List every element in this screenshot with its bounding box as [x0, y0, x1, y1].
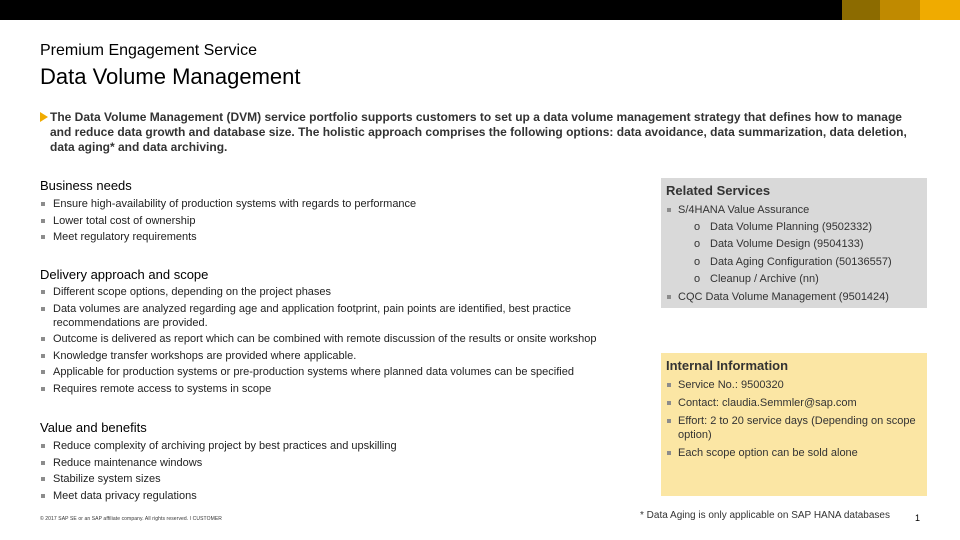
triangle-arrow-icon [40, 112, 48, 122]
related-services-list [666, 203, 922, 304]
internal-info-heading: Internal Information [666, 358, 789, 373]
brand-bar-segment-1 [842, 0, 880, 20]
list-item: Lower total cost of ownership [40, 214, 660, 228]
top-brand-bar [0, 0, 960, 20]
value-heading: Value and benefits [40, 420, 147, 435]
intro-text: The Data Volume Management (DVM) service portfolio supports customers to set up a data volume management strategy that defines how to manage and reduce data growth and database size. The holistic approach comprises the following options: data avoidance, data summarization, data deletion, data aging* and data archiving. [50, 110, 907, 154]
page-number: 1 [915, 513, 921, 523]
list-item [666, 203, 922, 286]
list-item: Effort: 2 to 20 service days (Depending on scope option) [666, 414, 922, 442]
list-item: Outcome is delivered as report which can be combined with remote discussion of the results or onsite workshop [40, 332, 650, 346]
list-item: Applicable for production systems or pre-production systems where planned data volumes can be specified [40, 365, 650, 379]
list-item: CQC Data Volume Management (9501424) [666, 290, 922, 304]
related-item-label: S/4HANA Value Assurance [678, 204, 810, 216]
footnote: * Data Aging is only applicable on SAP HANA databases [640, 510, 890, 521]
value-list [40, 439, 660, 505]
copyright-footer: © 2017 SAP SE or an SAP affiliate company. All rights reserved. ǀ CUSTOMER [40, 516, 222, 522]
list-item: Requires remote access to systems in scope [40, 382, 650, 396]
internal-info-box [661, 353, 927, 496]
list-item: Different scope options, depending on the project phases [40, 285, 650, 299]
list-item: Data volumes are analyzed regarding age and application footprint, pain points are identified, best practice recommendations are provided. [40, 302, 650, 330]
list-item: o Cleanup / Archive (nn) [694, 272, 922, 286]
business-needs-heading: Business needs [40, 178, 132, 193]
list-item: o Data Volume Planning (9502332) [694, 220, 922, 234]
brand-bar-segment-2 [880, 0, 920, 20]
related-services-box [661, 178, 927, 308]
list-item: o Data Volume Design (9504133) [694, 237, 922, 251]
list-item: Reduce maintenance windows [40, 456, 660, 470]
business-needs-list [40, 197, 660, 247]
slide-subtitle: Premium Engagement Service [40, 42, 257, 59]
list-item: Meet regulatory requirements [40, 230, 660, 244]
delivery-heading: Delivery approach and scope [40, 267, 209, 282]
internal-info-list [666, 378, 922, 460]
list-item: o Data Aging Configuration (50136557) [694, 255, 922, 269]
list-item: Stabilize system sizes [40, 472, 660, 486]
list-item: Ensure high-availability of production systems with regards to performance [40, 197, 660, 211]
list-item: Contact: claudia.Semmler@sap.com [666, 396, 922, 410]
list-item: Knowledge transfer workshops are provided where applicable. [40, 349, 650, 363]
list-item: Each scope option can be sold alone [666, 446, 922, 460]
related-sub-list [694, 220, 922, 286]
brand-bar-segment-3 [920, 0, 960, 20]
list-item: Service No.: 9500320 [666, 378, 922, 392]
related-services-heading: Related Services [666, 183, 771, 198]
list-item: Reduce complexity of archiving project by best practices and upskilling [40, 439, 660, 453]
list-item: Meet data privacy regulations [40, 489, 660, 503]
slide-title: Data Volume Management [40, 64, 301, 89]
delivery-list [40, 285, 650, 399]
